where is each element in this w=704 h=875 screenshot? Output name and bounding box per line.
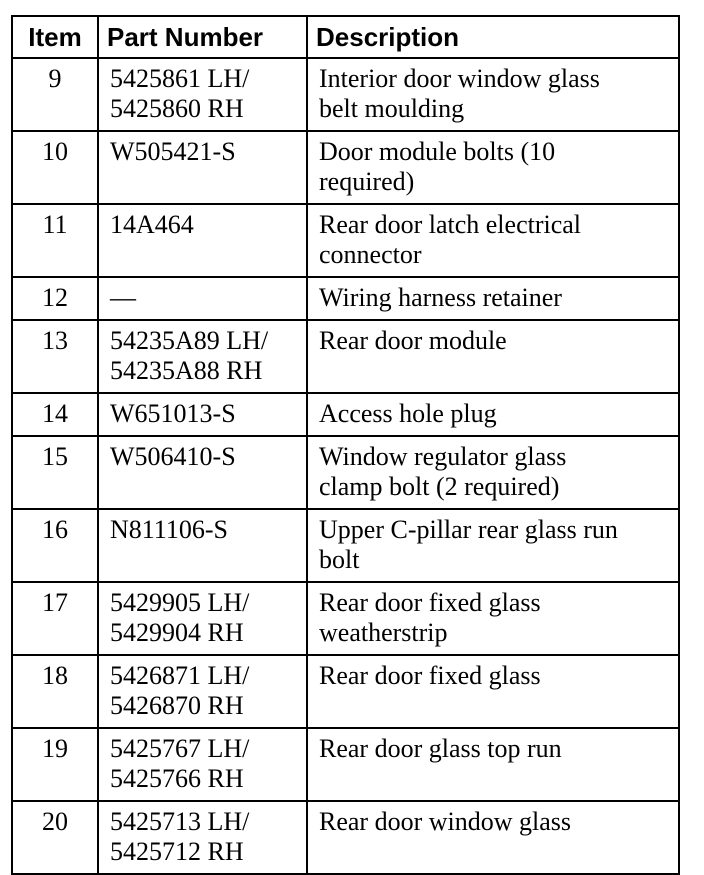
- part-number-cell: [98, 393, 307, 436]
- description-line: Rear door fixed glass: [319, 661, 541, 690]
- description-line: connector: [319, 240, 422, 269]
- description-line: Access hole plug: [319, 399, 497, 428]
- description-line: belt moulding: [319, 94, 465, 123]
- header-row: [12, 16, 679, 58]
- item-cell: 13: [12, 320, 98, 393]
- description-cell: [307, 728, 679, 801]
- description-line: Rear door module: [319, 326, 507, 355]
- table-row: [12, 58, 679, 131]
- item-cell: 9: [12, 58, 98, 131]
- description-cell: [307, 277, 679, 320]
- table-row: [12, 655, 679, 728]
- part-number-cell: [98, 58, 307, 131]
- part-number-cell: [98, 320, 307, 393]
- item-cell: 11: [12, 204, 98, 277]
- part-number-cell: [98, 655, 307, 728]
- part-number-line: 5425712 RH: [110, 837, 244, 866]
- item-cell: 15: [12, 436, 98, 509]
- description-cell: [307, 393, 679, 436]
- description-cell: [307, 436, 679, 509]
- part-number-line: 5425766 RH: [110, 764, 244, 793]
- part-number-cell: [98, 436, 307, 509]
- table-row: [12, 277, 679, 320]
- description-line: Wiring harness retainer: [319, 283, 562, 312]
- description-line: Window regulator glass: [319, 442, 567, 471]
- item-cell: 19: [12, 728, 98, 801]
- item-cell: 18: [12, 655, 98, 728]
- part-number-line: 5426870 RH: [110, 691, 244, 720]
- part-number-line: W651013-S: [110, 399, 236, 428]
- part-number-line: 54235A88 RH: [110, 356, 263, 385]
- part-number-line: 5425861 LH/: [110, 64, 250, 93]
- item-cell: 10: [12, 131, 98, 204]
- part-number-line: 54235A89 LH/: [110, 326, 269, 355]
- description-cell: [307, 131, 679, 204]
- table-row: [12, 131, 679, 204]
- part-number-cell: [98, 728, 307, 801]
- description-line: Upper C-pillar rear glass run: [319, 515, 618, 544]
- table-row: [12, 728, 679, 801]
- description-line: Rear door latch electrical: [319, 210, 582, 239]
- part-number-line: 5425767 LH/: [110, 734, 250, 763]
- part-number-line: N811106-S: [110, 515, 228, 544]
- part-number-cell: [98, 801, 307, 874]
- description-cell: [307, 204, 679, 277]
- description-cell: [307, 801, 679, 874]
- header-item: Item: [12, 16, 98, 58]
- table-row: [12, 320, 679, 393]
- part-number-line: 5429904 RH: [110, 618, 244, 647]
- description-cell: [307, 655, 679, 728]
- table-row: [12, 436, 679, 509]
- table-row: [12, 801, 679, 874]
- header-part-number: Part Number: [98, 16, 307, 58]
- item-cell: 14: [12, 393, 98, 436]
- description-line: Door module bolts (10: [319, 137, 556, 166]
- header-description: Description: [307, 16, 679, 58]
- description-cell: [307, 509, 679, 582]
- part-number-cell: [98, 582, 307, 655]
- part-number-cell: [98, 277, 307, 320]
- part-number-cell: [98, 509, 307, 582]
- description-cell: [307, 58, 679, 131]
- description-line: Rear door glass top run: [319, 734, 562, 763]
- table-row: [12, 582, 679, 655]
- part-number-line: 5426871 LH/: [110, 661, 250, 690]
- part-number-line: 5429905 LH/: [110, 588, 250, 617]
- description-cell: [307, 582, 679, 655]
- description-line: Interior door window glass: [319, 64, 600, 93]
- part-number-line: W505421-S: [110, 137, 236, 166]
- part-number-cell: [98, 131, 307, 204]
- item-cell: 17: [12, 582, 98, 655]
- part-number-cell: [98, 204, 307, 277]
- parts-table: [11, 15, 680, 875]
- item-cell: 16: [12, 509, 98, 582]
- table-row: [12, 393, 679, 436]
- part-number-line: —: [110, 283, 136, 312]
- table-row: [12, 204, 679, 277]
- description-line: clamp bolt (2 required): [319, 472, 560, 501]
- description-line: weatherstrip: [319, 618, 448, 647]
- item-cell: 20: [12, 801, 98, 874]
- part-number-line: 5425860 RH: [110, 94, 244, 123]
- description-cell: [307, 320, 679, 393]
- part-number-line: W506410-S: [110, 442, 236, 471]
- item-cell: 12: [12, 277, 98, 320]
- description-line: bolt: [319, 545, 360, 574]
- description-line: required): [319, 167, 415, 196]
- description-line: Rear door fixed glass: [319, 588, 541, 617]
- table-row: [12, 509, 679, 582]
- part-number-line: 5425713 LH/: [110, 807, 250, 836]
- part-number-line: 14A464: [110, 210, 194, 239]
- description-line: Rear door window glass: [319, 807, 572, 836]
